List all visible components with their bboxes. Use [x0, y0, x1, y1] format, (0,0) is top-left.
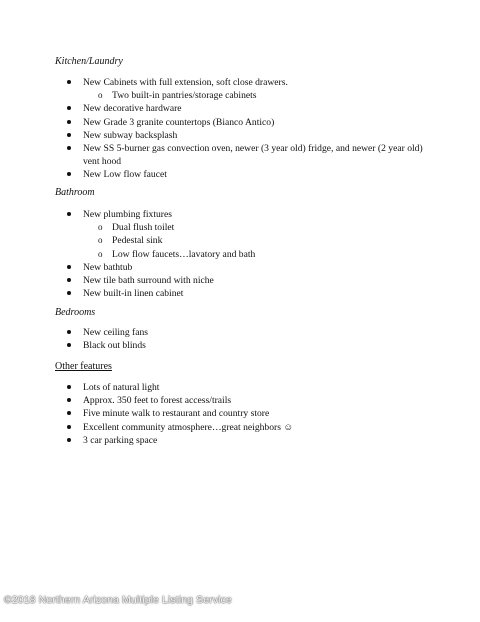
list-item [0, 326, 428, 339]
list-item [0, 421, 428, 434]
list-item-text: New decorative hardware [83, 103, 182, 115]
list-item-text: New Cabinets with full extension, soft close drawers. [83, 77, 288, 88]
list-item [0, 407, 428, 420]
sub-list-item [0, 248, 428, 261]
bullet-dot-icon [67, 172, 71, 176]
bullet-dot-icon [67, 120, 71, 124]
list-item [0, 339, 428, 352]
copyright-watermark: ©2018 Northern Arizona Multiple Listing Service [4, 594, 232, 606]
bullet-dot-icon [67, 398, 71, 402]
list-item [0, 102, 428, 115]
list-item-text: New subway backsplash [83, 129, 178, 141]
sub-list-item [0, 89, 428, 102]
list-item-text: Lots of natural light [83, 382, 160, 393]
hollow-bullet-icon: o [98, 235, 103, 246]
list-item-text: 3 car parking space [83, 434, 158, 446]
bullet-dot-icon [67, 133, 71, 137]
bullet-dot-icon [67, 278, 71, 282]
list-item-text: New built-in linen cabinet [83, 288, 184, 300]
list-item-text: Excellent community atmosphere…great neighbors ☺ [83, 421, 294, 433]
list-item [0, 116, 428, 129]
hollow-bullet-icon: o [98, 248, 103, 259]
bullet-dot-icon [67, 106, 71, 110]
list-item [0, 261, 428, 274]
bullet-dot-icon [67, 212, 71, 216]
list-item-text: New plumbing fixtures [83, 209, 172, 220]
bathroom-list [0, 208, 428, 300]
bullet-dot-icon [67, 80, 71, 84]
section-heading-kitchen-laundry: Kitchen/Laundry [55, 56, 123, 67]
sub-list-item-text: Low flow faucets…lavatory and bath [112, 248, 256, 260]
bullet-dot-icon [67, 411, 71, 415]
list-item-text: New Low flow faucet [83, 169, 167, 181]
list-item-text: New ceiling fans [83, 327, 149, 338]
bullet-dot-icon [67, 425, 71, 429]
list-item [0, 129, 428, 142]
list-item-text: New bathtub [83, 261, 133, 273]
kitchen-laundry-list [0, 76, 428, 182]
list-item [0, 394, 428, 407]
list-item [0, 287, 428, 300]
sub-list-item-text: Dual flush toilet [112, 222, 175, 234]
list-item-text: Approx. 350 feet to forest access/trails [83, 395, 232, 407]
bullet-dot-icon [67, 343, 71, 347]
section-heading-other-features: Other features [55, 361, 112, 372]
other-features-list [0, 381, 428, 447]
hollow-bullet-icon: o [98, 222, 103, 233]
section-heading-bathroom: Bathroom [55, 187, 95, 198]
hollow-bullet-icon: o [98, 90, 103, 101]
sub-list-item-text: Pedestal sink [112, 235, 163, 247]
bullet-dot-icon [67, 146, 71, 150]
section-heading-bedrooms: Bedrooms [55, 307, 96, 318]
list-item-text: New SS 5-burner gas convection oven, newer (3 year old) fridge, and newer (2 year old) vent hood [83, 143, 423, 168]
sub-list-item-text: Two built-in pantries/storage cabinets [112, 90, 257, 102]
list-item [0, 434, 428, 447]
bullet-dot-icon [67, 330, 71, 334]
list-item-text: New Grade 3 granite countertops (Bianco Antico) [83, 116, 275, 128]
list-item [0, 142, 428, 168]
list-item-text: Five minute walk to restaurant and country store [83, 408, 270, 420]
list-item-text: New tile bath surround with niche [83, 275, 214, 287]
list-item [0, 208, 428, 221]
bullet-dot-icon [67, 291, 71, 295]
bullet-dot-icon [67, 265, 71, 269]
bedrooms-list [0, 326, 428, 352]
list-item [0, 381, 428, 394]
list-item [0, 76, 428, 89]
bullet-dot-icon [67, 438, 71, 442]
sub-list-item [0, 234, 428, 247]
list-item [0, 168, 428, 181]
list-item [0, 274, 428, 287]
sub-list-item [0, 221, 428, 234]
list-item-text: Black out blinds [83, 340, 146, 352]
bullet-dot-icon [67, 385, 71, 389]
